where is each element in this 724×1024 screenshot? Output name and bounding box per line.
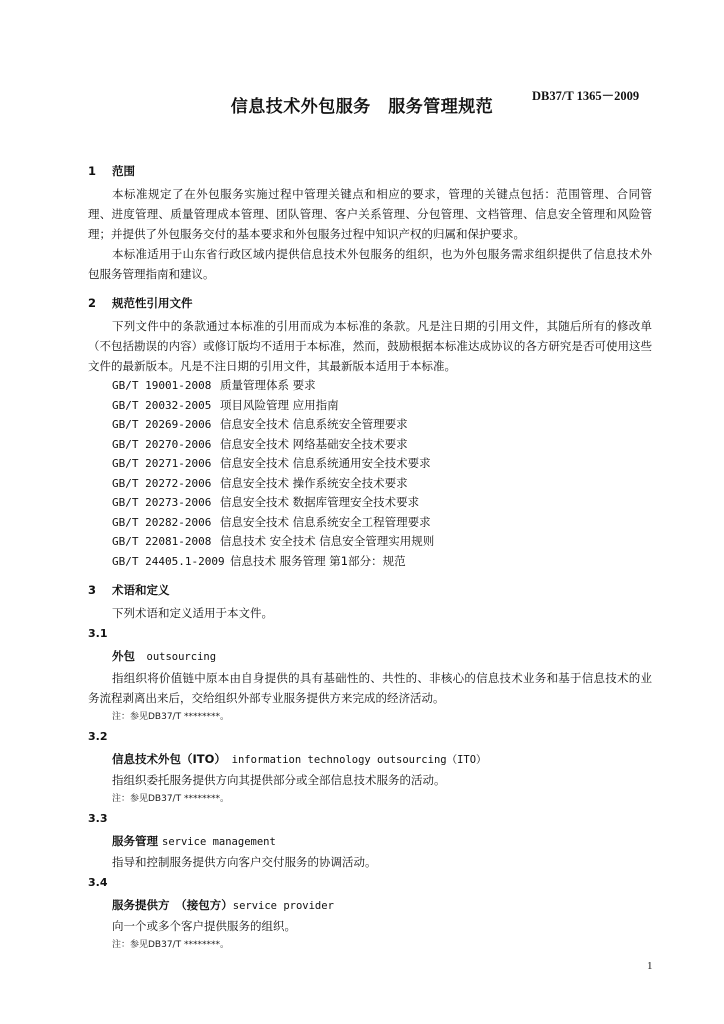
paragraph: 本标准规定了在外包服务实施过程中管理关键点和相应的要求，管理的关键点包括：范围管理、合同管理、进度管理、质量管理成本管理、团队管理、客户关系管理、分包管理、文档管理、信息安全管理和风险管理；并提供了外包服务交付的基本要求和外包服务过程中知识产权的归属和保护要求。 xyxy=(88,187,652,241)
term-zh: 外包 xyxy=(112,649,135,663)
paragraph: 本标准适用于山东省行政区域内提供信息技术外包服务的组织，也为外包服务需求组织提供了信息技术外包服务管理指南和建议。 xyxy=(88,247,652,281)
term-name xyxy=(88,645,652,668)
term-definition: 指组织委托服务提供方向其提供部分或全部信息技术服务的活动。 xyxy=(112,773,446,787)
term-en: outsourcing xyxy=(146,651,217,663)
term-definition: 指组织将价值链中原本由自身提供的具有基础性的、共性的、非核心的信息技术业务和基于信息技术的业务流程剥离出来后，交给组织外部专业服务提供方来完成的经济活动。 xyxy=(88,671,652,705)
reference-code: GB/T 19001-2008 xyxy=(112,379,212,392)
term-definition: 向一个或多个客户提供服务的组织。 xyxy=(112,919,296,933)
paragraph: 下列文件中的条款通过本标准的引用而成为本标准的条款。凡是注日期的引用文件，其随后所有的修改单（不包括勘误的内容）或修订版均不适用于本标准，然而，鼓励根据本标准达成协议的各方研究是否可使用这些文件的最新版本。凡是不注日期的引用文件，其最新版本适用于本标准。 xyxy=(88,319,652,373)
reference-code: GB/T 20282-2006 xyxy=(112,515,212,529)
term-en: information technology outsourcing（ITO） xyxy=(231,754,487,766)
term-name xyxy=(88,894,652,917)
reference-item xyxy=(88,454,652,474)
reference-code: GB/T 20273-2006 xyxy=(112,496,212,509)
reference-name: 信息技术 安全技术 信息安全管理实用规则 xyxy=(220,534,435,548)
term-definition: 指导和控制服务提供方向客户交付服务的协调活动。 xyxy=(112,855,377,869)
term-zh: 服务管理 xyxy=(112,834,158,848)
reference-name: 项目风险管理 应用指南 xyxy=(220,397,339,412)
term-note: 注：参见DB37/T ********。 xyxy=(112,794,229,804)
reference-code: GB/T 22081-2008 xyxy=(112,535,212,548)
reference-name: 质量管理体系 要求 xyxy=(220,378,316,392)
page-number: 1 xyxy=(647,960,653,972)
reference-item xyxy=(88,415,652,435)
document-body xyxy=(88,158,652,954)
term-entry xyxy=(88,726,652,808)
reference-code: GB/T 20270-2006 xyxy=(112,437,212,451)
term-zh: 信息技术外包（ITO） xyxy=(112,752,221,766)
section-number: 2 xyxy=(88,296,97,310)
paragraph: 下列术语和定义适用于本文件。 xyxy=(112,606,273,620)
reference-item xyxy=(88,493,652,513)
reference-code: GB/T 24405.1-2009 xyxy=(112,554,225,568)
term-entry xyxy=(88,808,652,872)
section-heading-normative-references xyxy=(88,290,652,316)
term-number: 3.4 xyxy=(88,876,108,889)
term-note: 注：参见DB37/T ********。 xyxy=(112,940,229,950)
document-code: DB37/T 1365－2009 xyxy=(532,89,640,103)
reference-item xyxy=(88,513,652,533)
term-name xyxy=(88,830,652,853)
term-entry xyxy=(88,872,652,954)
reference-name: 信息安全技术 信息系统安全工程管理要求 xyxy=(220,514,431,529)
reference-name: 信息安全技术 操作系统安全技术要求 xyxy=(220,475,408,490)
reference-list xyxy=(88,376,652,571)
term-number: 3.2 xyxy=(88,730,108,743)
term-en: service management xyxy=(162,836,276,848)
section-number: 3 xyxy=(88,583,97,597)
term-note: 注：参见DB37/T ********。 xyxy=(112,712,229,722)
term-entry xyxy=(88,623,652,726)
reference-name: 信息安全技术 网络基础安全技术要求 xyxy=(220,436,408,451)
reference-name: 信息安全技术 数据库管理安全技术要求 xyxy=(220,495,420,509)
reference-name: 信息安全技术 信息系统通用安全技术要求 xyxy=(220,456,431,470)
document-title: 信息技术外包服务 服务管理规范 xyxy=(230,97,494,117)
section-title: 规范性引用文件 xyxy=(112,296,193,310)
reference-item xyxy=(88,532,652,552)
section-heading-terms-definitions xyxy=(88,577,652,603)
term-number: 3.3 xyxy=(88,812,108,825)
reference-item xyxy=(88,474,652,494)
section-heading-scope xyxy=(88,158,652,184)
reference-name: 信息技术 服务管理 第1部分：规范 xyxy=(230,553,406,568)
reference-code: GB/T 20272-2006 xyxy=(112,476,212,490)
reference-item xyxy=(88,435,652,455)
term-zh: 服务提供方 （接包方） xyxy=(112,898,233,912)
reference-item xyxy=(88,376,652,396)
reference-name: 信息安全技术 信息系统安全管理要求 xyxy=(220,417,408,431)
section-title: 范围 xyxy=(112,164,136,178)
reference-code: GB/T 20269-2006 xyxy=(112,418,212,431)
term-name xyxy=(88,748,652,771)
section-number: 1 xyxy=(88,164,97,178)
term-number: 3.1 xyxy=(88,627,108,640)
reference-item xyxy=(88,552,652,572)
reference-code: GB/T 20032-2005 xyxy=(112,398,212,412)
reference-code: GB/T 20271-2006 xyxy=(112,457,212,470)
section-title: 术语和定义 xyxy=(112,583,170,597)
reference-item xyxy=(88,396,652,416)
term-en: service provider xyxy=(232,900,334,912)
